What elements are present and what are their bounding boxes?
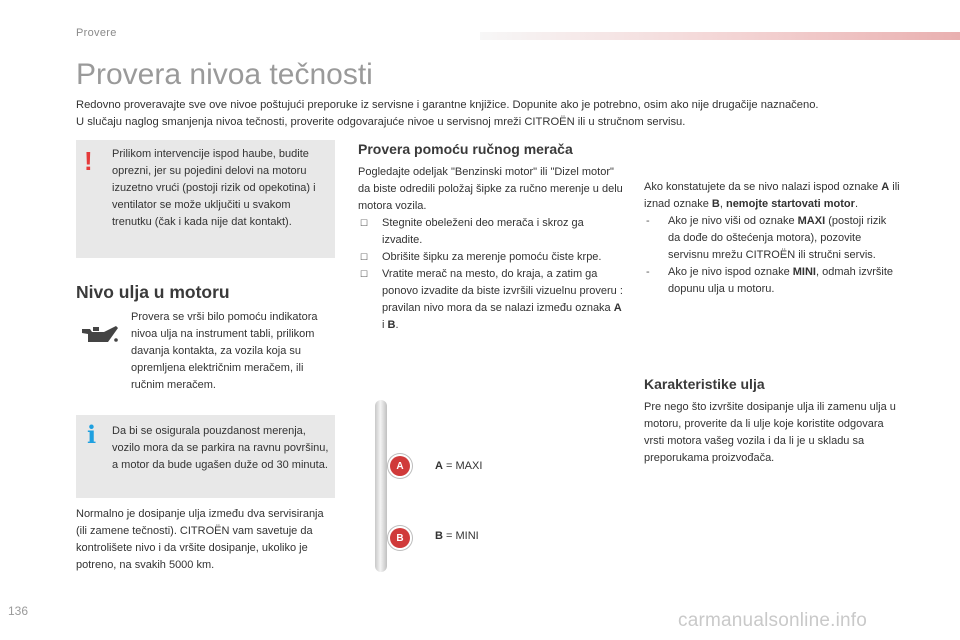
dipstick-step: ☐ Stegnite obeleženi deo merača i skroz ga izvadite.: [358, 215, 626, 249]
mark-a: A: [881, 181, 890, 193]
oil-specs-text: Pre nego što izvršite dosipanje ulja ili zamenu ulja u motoru, proverite da li ulje koje koristite odgovara vrsti motora vašeg vozila i da li je u skladu sa preporukama proizvođača.: [644, 401, 896, 464]
label-mini: [435, 528, 479, 545]
info-icon: i: [87, 420, 97, 449]
label-a-letter: A: [435, 460, 443, 472]
marker-b-icon: B: [390, 528, 410, 548]
intro-line-1: Redovno proveravajte sve ove nivoe poštujući preporuke iz servisne i garantne knjižice. Dopunite ako je potrebno, osim ako nije drugačije naznačeno.: [76, 99, 819, 111]
marker-a-icon: A: [390, 456, 410, 476]
header-decorative-bar: [480, 32, 960, 40]
exclamation-icon: !: [84, 146, 93, 176]
watermark: carmanualsonline.info: [678, 610, 868, 631]
label-b-text: = MINI: [442, 530, 479, 542]
label-b-letter: B: [435, 530, 443, 542]
text: Ako je nivo ispod oznake: [668, 266, 793, 278]
mark-b: B: [711, 198, 720, 210]
level-guidance-paragraph: [644, 179, 900, 213]
label-a-text: = MAXI: [442, 460, 483, 472]
mark-a: A: [613, 302, 622, 314]
period: .: [395, 319, 399, 331]
level-guidance-list: [644, 213, 900, 298]
do-not-start-warning: nemojte startovati motor: [725, 198, 855, 210]
dipstick-step: [358, 266, 626, 334]
dipstick-check-heading: Provera pomoću ručnog merača: [358, 141, 573, 157]
level-guidance-item: [644, 213, 900, 264]
text: .: [854, 198, 858, 210]
intro-text: [76, 97, 936, 131]
oil-level-text: Provera se vrši bilo pomoću indikatora nivoa ulja na instrument tabli, prilikom davanja kontakta, za vozila koja su opremljena električnim meračem, ili ručnim meračem.: [131, 311, 318, 391]
dipstick-illustration: [375, 400, 387, 572]
conjunction: i: [382, 319, 388, 331]
warning-text: Prilikom intervencije ispod haube, budite oprezni, jer su pojedini delovi na motoru izuzetno vrući (postoji rizik od opekotina) i ventilator se može uključiti u svakom trenutku (čak i kada nije dat kontakt).: [112, 148, 316, 228]
oil-level-heading: Nivo ulja u motoru: [76, 282, 230, 302]
text: (postoji rizik da dođe do oštećenja motora), pozovite servisnu mrežu CITROËN ili stručni servis.: [668, 215, 887, 261]
intro-line-2: U slučaju naglog smanjenja nivoa tečnosti, proverite odgovarajuće nivoe u servisnoj mreži CITROËN ili u stručnom servisu.: [76, 116, 686, 128]
label-maxi: [435, 458, 482, 475]
dipstick-steps: [358, 215, 626, 334]
step-text: Vratite merač na mesto, do kraja, a zatim ga ponovo izvadite da biste izvršili vizuelnu proveru : pravilan nivo mora da se nalazi između oznaka: [382, 268, 623, 314]
text: Ako konstatujete da se nivo nalazi ispod oznake: [644, 181, 882, 193]
mark-b: B: [387, 319, 396, 331]
level-guidance: [644, 179, 900, 298]
dipstick-check-intro: Pogledajte odeljak "Benzinski motor" ili "Dizel motor" da biste odredili položaj šipke za ručno merenje u delu motora vozila.: [358, 166, 623, 212]
info-text: Da bi se osigurala pouzdanost merenja, vozilo mora da se parkira na ravnu površinu, a motor da bude ugašen duže od 30 minuta.: [112, 425, 329, 471]
dipstick-check-body: [358, 164, 626, 334]
text: ,: [719, 198, 726, 210]
text: ili iznad oznake: [644, 181, 900, 210]
page-title: Provera nivoa tečnosti: [76, 58, 373, 91]
section-label: Provere: [76, 27, 117, 39]
page-number: 136: [8, 604, 29, 618]
maxi-label: MAXI: [797, 215, 826, 227]
dipstick-step: ☐ Obrišite šipku za merenje pomoću čiste krpe.: [358, 249, 626, 266]
level-guidance-item: [644, 264, 900, 298]
text: Ako je nivo viši od oznake: [668, 215, 798, 227]
normal-consumption-text: Normalno je dosipanje ulja između dva servisiranja (ili zamene tečnosti). CITROËN vam savetuje da kontrolišete nivo i da vršite dosipanje, ukoliko je potreno, na svakih 5000 km.: [76, 508, 324, 571]
oil-can-icon: [80, 320, 120, 348]
oil-specs-heading: Karakteristike ulja: [644, 376, 765, 392]
mini-label: MINI: [792, 266, 816, 278]
text: , odmah izvršite dopunu ulja u motoru.: [668, 266, 894, 295]
